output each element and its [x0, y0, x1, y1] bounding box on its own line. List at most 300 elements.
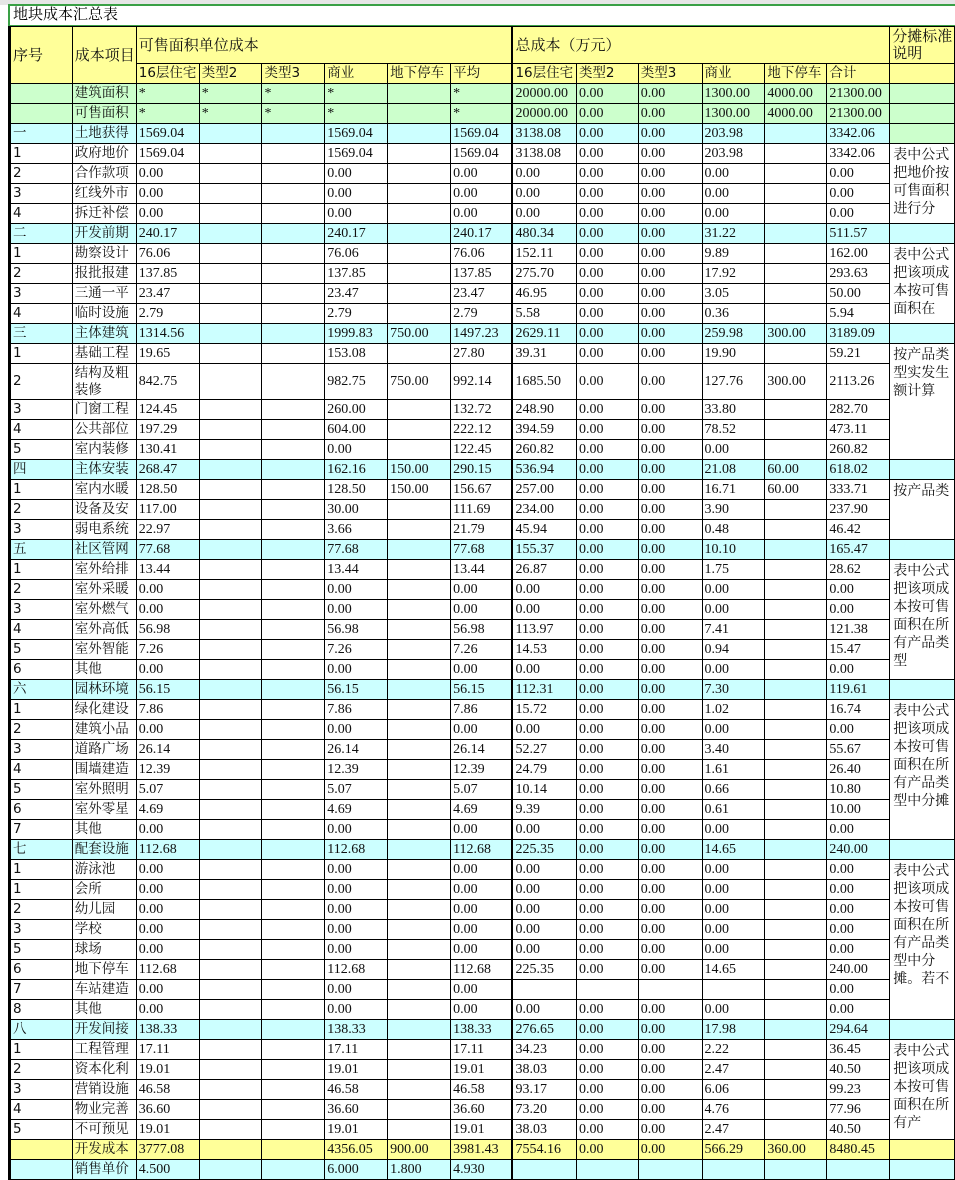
note-cell[interactable]	[890, 84, 955, 104]
value-cell[interactable]: 128.50	[136, 480, 199, 500]
seq-cell[interactable]: 2	[10, 264, 73, 284]
seq-cell[interactable]: 4	[10, 420, 73, 440]
value-cell[interactable]: 16.71	[702, 480, 765, 500]
value-cell[interactable]	[765, 1060, 827, 1080]
value-cell[interactable]: 5.07	[451, 780, 513, 800]
value-cell[interactable]	[765, 1000, 827, 1020]
value-cell[interactable]	[388, 144, 451, 164]
value-cell[interactable]: 0.00	[702, 940, 765, 960]
value-cell[interactable]	[512, 980, 576, 1000]
value-cell[interactable]	[765, 540, 827, 560]
value-cell[interactable]: 40.50	[827, 1060, 890, 1080]
value-cell[interactable]: 7.30	[702, 680, 765, 700]
value-cell[interactable]: 0.00	[576, 1080, 638, 1100]
value-cell[interactable]: 153.08	[325, 344, 388, 364]
value-cell[interactable]: 0.00	[638, 580, 702, 600]
value-cell[interactable]: 0.00	[638, 440, 702, 460]
value-cell[interactable]: 23.47	[451, 284, 513, 304]
allocation-note[interactable]	[890, 480, 955, 540]
value-cell[interactable]: 982.75	[325, 364, 388, 400]
value-cell[interactable]	[765, 760, 827, 780]
value-cell[interactable]: 3777.08	[136, 1140, 199, 1160]
seq-cell[interactable]: 3	[10, 520, 73, 540]
value-cell[interactable]: 0.36	[702, 304, 765, 324]
value-cell[interactable]: 0.00	[512, 920, 576, 940]
value-cell[interactable]: 40.50	[827, 1120, 890, 1140]
value-cell[interactable]: 294.64	[827, 1020, 890, 1040]
seq-cell[interactable]: 5	[10, 940, 73, 960]
value-cell[interactable]: 394.59	[512, 420, 576, 440]
item-cell[interactable]: 其他	[72, 820, 136, 840]
item-cell[interactable]: 政府地价	[72, 144, 136, 164]
value-cell[interactable]: 0.00	[576, 244, 638, 264]
value-cell[interactable]: *	[199, 84, 262, 104]
value-cell[interactable]: 15.72	[512, 700, 576, 720]
value-cell[interactable]: 23.47	[325, 284, 388, 304]
value-cell[interactable]	[262, 680, 325, 700]
value-cell[interactable]: 900.00	[388, 1140, 451, 1160]
item-cell[interactable]: 拆迁补偿	[72, 204, 136, 224]
value-cell[interactable]	[388, 680, 451, 700]
value-cell[interactable]	[388, 500, 451, 520]
value-cell[interactable]	[388, 1080, 451, 1100]
value-cell[interactable]: 0.00	[638, 920, 702, 940]
sheet-title[interactable]: 地块成本汇总表	[8, 4, 955, 27]
value-cell[interactable]	[765, 860, 827, 880]
value-cell[interactable]: 300.00	[765, 324, 827, 344]
value-cell[interactable]	[262, 364, 325, 400]
value-cell[interactable]: 0.00	[638, 400, 702, 420]
value-cell[interactable]: 1569.04	[451, 124, 513, 144]
value-cell[interactable]: 0.00	[638, 520, 702, 540]
value-cell[interactable]	[765, 164, 827, 184]
value-cell[interactable]: 52.27	[512, 740, 576, 760]
value-cell[interactable]	[262, 740, 325, 760]
value-cell[interactable]: 0.00	[638, 284, 702, 304]
item-cell[interactable]: 其他	[72, 1000, 136, 1020]
value-cell[interactable]: 13.44	[451, 560, 513, 580]
value-cell[interactable]: 26.87	[512, 560, 576, 580]
value-cell[interactable]: 127.76	[702, 364, 765, 400]
value-cell[interactable]	[388, 1040, 451, 1060]
value-cell[interactable]: 240.00	[827, 960, 890, 980]
value-cell[interactable]	[765, 780, 827, 800]
allocation-note[interactable]	[890, 144, 955, 224]
value-cell[interactable]	[262, 500, 325, 520]
value-cell[interactable]	[388, 164, 451, 184]
value-cell[interactable]: 112.68	[451, 960, 513, 980]
value-cell[interactable]	[765, 700, 827, 720]
value-cell[interactable]: 17.98	[702, 1020, 765, 1040]
seq-cell[interactable]: 5	[10, 640, 73, 660]
value-cell[interactable]	[702, 980, 765, 1000]
value-cell[interactable]	[388, 580, 451, 600]
value-cell[interactable]: 0.00	[512, 1000, 576, 1020]
value-cell[interactable]: 0.00	[638, 800, 702, 820]
value-cell[interactable]	[388, 920, 451, 940]
value-cell[interactable]: 2.47	[702, 1120, 765, 1140]
seq-cell[interactable]: 5	[10, 440, 73, 460]
value-cell[interactable]: 10.14	[512, 780, 576, 800]
value-cell[interactable]: 0.00	[325, 440, 388, 460]
value-cell[interactable]: 0.00	[576, 680, 638, 700]
value-cell[interactable]	[388, 740, 451, 760]
item-cell[interactable]: 基础工程	[72, 344, 136, 364]
header-total-col[interactable]: 地下停车	[765, 64, 827, 84]
header-total-col[interactable]: 类型3	[638, 64, 702, 84]
value-cell[interactable]: 0.00	[702, 900, 765, 920]
value-cell[interactable]: 55.67	[827, 740, 890, 760]
value-cell[interactable]: 0.00	[638, 124, 702, 144]
value-cell[interactable]: 1.02	[702, 700, 765, 720]
value-cell[interactable]: 0.00	[512, 164, 576, 184]
value-cell[interactable]: 5.58	[512, 304, 576, 324]
value-cell[interactable]	[765, 400, 827, 420]
value-cell[interactable]: 276.65	[512, 1020, 576, 1040]
value-cell[interactable]	[388, 760, 451, 780]
seq-cell[interactable]: 1	[10, 244, 73, 264]
value-cell[interactable]: 59.21	[827, 344, 890, 364]
value-cell[interactable]: 4.500	[136, 1160, 199, 1180]
value-cell[interactable]: 1569.04	[136, 124, 199, 144]
value-cell[interactable]: 0.00	[576, 940, 638, 960]
value-cell[interactable]: 0.00	[576, 880, 638, 900]
value-cell[interactable]	[199, 1040, 262, 1060]
value-cell[interactable]: 26.14	[451, 740, 513, 760]
value-cell[interactable]	[262, 1040, 325, 1060]
value-cell[interactable]	[765, 420, 827, 440]
value-cell[interactable]: 0.00	[136, 1000, 199, 1020]
item-cell[interactable]: 围墙建造	[72, 760, 136, 780]
value-cell[interactable]: 10.10	[702, 540, 765, 560]
value-cell[interactable]	[262, 900, 325, 920]
value-cell[interactable]	[765, 940, 827, 960]
value-cell[interactable]	[388, 700, 451, 720]
value-cell[interactable]: 1569.04	[325, 124, 388, 144]
seq-cell[interactable]: 6	[10, 960, 73, 980]
value-cell[interactable]: 26.14	[325, 740, 388, 760]
value-cell[interactable]: 77.68	[451, 540, 513, 560]
seq-cell[interactable]: 1	[10, 700, 73, 720]
value-cell[interactable]: 0.00	[576, 820, 638, 840]
value-cell[interactable]: 0.00	[638, 1080, 702, 1100]
header-unit-col[interactable]: 类型2	[199, 64, 262, 84]
value-cell[interactable]	[199, 460, 262, 480]
value-cell[interactable]	[199, 920, 262, 940]
value-cell[interactable]: 618.02	[827, 460, 890, 480]
item-cell[interactable]: 室外采暖	[72, 580, 136, 600]
header-seq[interactable]: 序号	[10, 27, 73, 84]
note-cell[interactable]	[890, 1020, 955, 1040]
value-cell[interactable]	[199, 520, 262, 540]
value-cell[interactable]	[765, 960, 827, 980]
allocation-note[interactable]	[890, 344, 955, 460]
value-cell[interactable]: 46.95	[512, 284, 576, 304]
seq-cell[interactable]: 4	[10, 620, 73, 640]
item-cell[interactable]: 物业完善	[72, 1100, 136, 1120]
value-cell[interactable]	[199, 204, 262, 224]
seq-cell[interactable]: 2	[10, 164, 73, 184]
value-cell[interactable]: 0.00	[512, 184, 576, 204]
value-cell[interactable]: 0.00	[638, 780, 702, 800]
value-cell[interactable]: 0.00	[325, 920, 388, 940]
value-cell[interactable]	[388, 1020, 451, 1040]
note-cell[interactable]	[890, 1160, 955, 1180]
value-cell[interactable]	[199, 800, 262, 820]
seq-cell[interactable]: 一	[10, 124, 73, 144]
value-cell[interactable]	[262, 780, 325, 800]
value-cell[interactable]: 0.00	[638, 224, 702, 244]
value-cell[interactable]: 138.33	[325, 1020, 388, 1040]
allocation-note[interactable]	[890, 1040, 955, 1140]
value-cell[interactable]: 7.26	[136, 640, 199, 660]
value-cell[interactable]	[765, 264, 827, 284]
value-cell[interactable]: 0.00	[702, 920, 765, 940]
item-cell[interactable]: 社区管网	[72, 540, 136, 560]
value-cell[interactable]: 0.00	[325, 204, 388, 224]
value-cell[interactable]: 0.00	[576, 860, 638, 880]
value-cell[interactable]: 0.00	[638, 840, 702, 860]
value-cell[interactable]: 0.00	[136, 204, 199, 224]
value-cell[interactable]	[388, 1000, 451, 1020]
value-cell[interactable]	[199, 420, 262, 440]
value-cell[interactable]	[388, 124, 451, 144]
value-cell[interactable]	[199, 540, 262, 560]
value-cell[interactable]	[827, 1160, 890, 1180]
seq-cell[interactable]: 五	[10, 540, 73, 560]
value-cell[interactable]: 76.06	[451, 244, 513, 264]
allocation-note[interactable]	[890, 860, 955, 1020]
value-cell[interactable]	[388, 304, 451, 324]
value-cell[interactable]: 0.00	[638, 760, 702, 780]
value-cell[interactable]	[388, 560, 451, 580]
seq-cell[interactable]: 2	[10, 364, 73, 400]
value-cell[interactable]: 0.00	[512, 204, 576, 224]
value-cell[interactable]: 19.65	[136, 344, 199, 364]
value-cell[interactable]: 0.00	[638, 1120, 702, 1140]
seq-cell[interactable]: 3	[10, 920, 73, 940]
value-cell[interactable]	[388, 520, 451, 540]
value-cell[interactable]: 162.00	[827, 244, 890, 264]
value-cell[interactable]: 203.98	[702, 144, 765, 164]
value-cell[interactable]	[199, 1080, 262, 1100]
value-cell[interactable]: 0.00	[451, 600, 513, 620]
value-cell[interactable]: 0.00	[702, 1000, 765, 1020]
value-cell[interactable]: 0.00	[576, 164, 638, 184]
value-cell[interactable]: 0.00	[136, 900, 199, 920]
value-cell[interactable]	[388, 400, 451, 420]
value-cell[interactable]	[765, 440, 827, 460]
value-cell[interactable]: 0.00	[702, 600, 765, 620]
note-cell[interactable]	[890, 104, 955, 124]
value-cell[interactable]	[199, 184, 262, 204]
value-cell[interactable]: 0.00	[638, 860, 702, 880]
value-cell[interactable]: 0.00	[827, 600, 890, 620]
value-cell[interactable]	[388, 204, 451, 224]
header-unit-col[interactable]: 商业	[325, 64, 388, 84]
value-cell[interactable]	[765, 1020, 827, 1040]
value-cell[interactable]	[765, 740, 827, 760]
value-cell[interactable]	[199, 880, 262, 900]
value-cell[interactable]: 0.00	[576, 204, 638, 224]
value-cell[interactable]: 36.60	[325, 1100, 388, 1120]
seq-cell[interactable]: 4	[10, 760, 73, 780]
value-cell[interactable]: 0.00	[325, 820, 388, 840]
value-cell[interactable]: 0.00	[638, 720, 702, 740]
value-cell[interactable]: 0.61	[702, 800, 765, 820]
value-cell[interactable]: 3.05	[702, 284, 765, 304]
item-cell[interactable]: 结构及粗装修	[72, 364, 136, 400]
seq-cell[interactable]: 三	[10, 324, 73, 344]
value-cell[interactable]: 237.90	[827, 500, 890, 520]
value-cell[interactable]	[262, 800, 325, 820]
value-cell[interactable]	[388, 780, 451, 800]
value-cell[interactable]	[199, 324, 262, 344]
value-cell[interactable]	[388, 1120, 451, 1140]
value-cell[interactable]	[199, 820, 262, 840]
value-cell[interactable]: 56.98	[136, 620, 199, 640]
value-cell[interactable]: 0.00	[638, 204, 702, 224]
value-cell[interactable]: 4.69	[325, 800, 388, 820]
value-cell[interactable]: 46.58	[136, 1080, 199, 1100]
value-cell[interactable]: 0.00	[702, 164, 765, 184]
value-cell[interactable]	[199, 1020, 262, 1040]
value-cell[interactable]	[199, 264, 262, 284]
value-cell[interactable]: 0.00	[136, 920, 199, 940]
header-unit-col[interactable]: 16层住宅	[136, 64, 199, 84]
value-cell[interactable]: 0.48	[702, 520, 765, 540]
value-cell[interactable]: 17.11	[136, 1040, 199, 1060]
seq-cell[interactable]: 7	[10, 820, 73, 840]
value-cell[interactable]: *	[451, 104, 513, 124]
allocation-note[interactable]	[890, 560, 955, 680]
value-cell[interactable]: 77.68	[136, 540, 199, 560]
value-cell[interactable]	[199, 124, 262, 144]
item-cell[interactable]: 绿化建设	[72, 700, 136, 720]
value-cell[interactable]: 112.68	[325, 960, 388, 980]
item-cell[interactable]: 室外智能	[72, 640, 136, 660]
value-cell[interactable]: 0.00	[638, 420, 702, 440]
value-cell[interactable]	[388, 284, 451, 304]
item-cell[interactable]: 建筑小品	[72, 720, 136, 740]
value-cell[interactable]: 0.00	[638, 1000, 702, 1020]
value-cell[interactable]: 60.00	[765, 460, 827, 480]
value-cell[interactable]	[765, 620, 827, 640]
value-cell[interactable]: 0.00	[576, 1100, 638, 1120]
value-cell[interactable]: 0.00	[576, 900, 638, 920]
value-cell[interactable]: 27.80	[451, 344, 513, 364]
item-cell[interactable]: 勘察设计	[72, 244, 136, 264]
value-cell[interactable]	[199, 720, 262, 740]
item-cell[interactable]: 其他	[72, 660, 136, 680]
value-cell[interactable]: 7554.16	[512, 1140, 576, 1160]
value-cell[interactable]: 117.00	[136, 500, 199, 520]
value-cell[interactable]: 0.00	[576, 740, 638, 760]
allocation-note[interactable]	[890, 700, 955, 840]
item-cell[interactable]: 室内装修	[72, 440, 136, 460]
header-unit-col[interactable]: 平均	[451, 64, 513, 84]
value-cell[interactable]	[199, 304, 262, 324]
value-cell[interactable]: 19.01	[136, 1120, 199, 1140]
value-cell[interactable]	[262, 940, 325, 960]
header-unit-col[interactable]: 地下停车	[388, 64, 451, 84]
seq-cell[interactable]: 八	[10, 1020, 73, 1040]
item-cell[interactable]: 合作款项	[72, 164, 136, 184]
value-cell[interactable]	[262, 144, 325, 164]
value-cell[interactable]: 0.00	[512, 860, 576, 880]
value-cell[interactable]: 0.00	[638, 740, 702, 760]
value-cell[interactable]: 536.94	[512, 460, 576, 480]
value-cell[interactable]: 5.07	[136, 780, 199, 800]
value-cell[interactable]	[388, 640, 451, 660]
value-cell[interactable]	[388, 840, 451, 860]
value-cell[interactable]: 0.00	[576, 440, 638, 460]
value-cell[interactable]: 0.00	[576, 920, 638, 940]
value-cell[interactable]: 0.00	[136, 720, 199, 740]
value-cell[interactable]	[199, 1160, 262, 1180]
value-cell[interactable]: 3.66	[325, 520, 388, 540]
value-cell[interactable]: 36.60	[451, 1100, 513, 1120]
value-cell[interactable]: 19.01	[451, 1120, 513, 1140]
value-cell[interactable]: 0.00	[576, 84, 638, 104]
value-cell[interactable]: 0.00	[136, 184, 199, 204]
value-cell[interactable]: 0.00	[325, 900, 388, 920]
seq-cell[interactable]	[10, 84, 73, 104]
value-cell[interactable]	[262, 124, 325, 144]
value-cell[interactable]: 0.00	[576, 400, 638, 420]
header-total-col[interactable]: 类型2	[576, 64, 638, 84]
value-cell[interactable]: 0.00	[827, 900, 890, 920]
value-cell[interactable]: 19.01	[136, 1060, 199, 1080]
seq-cell[interactable]	[10, 104, 73, 124]
value-cell[interactable]: 4.69	[136, 800, 199, 820]
value-cell[interactable]	[199, 1100, 262, 1120]
value-cell[interactable]: 130.41	[136, 440, 199, 460]
value-cell[interactable]: 0.00	[576, 1000, 638, 1020]
value-cell[interactable]: 0.00	[576, 960, 638, 980]
value-cell[interactable]	[388, 900, 451, 920]
item-cell[interactable]: 可售面积	[72, 104, 136, 124]
value-cell[interactable]: 0.00	[325, 1000, 388, 1020]
value-cell[interactable]	[388, 820, 451, 840]
value-cell[interactable]: 0.00	[576, 144, 638, 164]
value-cell[interactable]	[199, 620, 262, 640]
seq-cell[interactable]: 3	[10, 400, 73, 420]
value-cell[interactable]	[765, 640, 827, 660]
value-cell[interactable]	[765, 840, 827, 860]
value-cell[interactable]: 0.00	[638, 1060, 702, 1080]
value-cell[interactable]	[262, 840, 325, 860]
seq-cell[interactable]: 1	[10, 560, 73, 580]
value-cell[interactable]: 5.94	[827, 304, 890, 324]
value-cell[interactable]: 234.00	[512, 500, 576, 520]
value-cell[interactable]	[388, 1100, 451, 1120]
value-cell[interactable]: 260.82	[512, 440, 576, 460]
value-cell[interactable]: 112.68	[325, 840, 388, 860]
note-cell[interactable]	[890, 460, 955, 480]
allocation-note[interactable]	[890, 244, 955, 324]
value-cell[interactable]	[765, 1040, 827, 1060]
value-cell[interactable]: 225.35	[512, 840, 576, 860]
value-cell[interactable]: 0.00	[325, 880, 388, 900]
value-cell[interactable]: 0.00	[638, 900, 702, 920]
value-cell[interactable]	[388, 244, 451, 264]
value-cell[interactable]	[262, 420, 325, 440]
value-cell[interactable]: 0.00	[576, 760, 638, 780]
value-cell[interactable]: 4.69	[451, 800, 513, 820]
value-cell[interactable]: 50.00	[827, 284, 890, 304]
value-cell[interactable]: 23.47	[136, 284, 199, 304]
